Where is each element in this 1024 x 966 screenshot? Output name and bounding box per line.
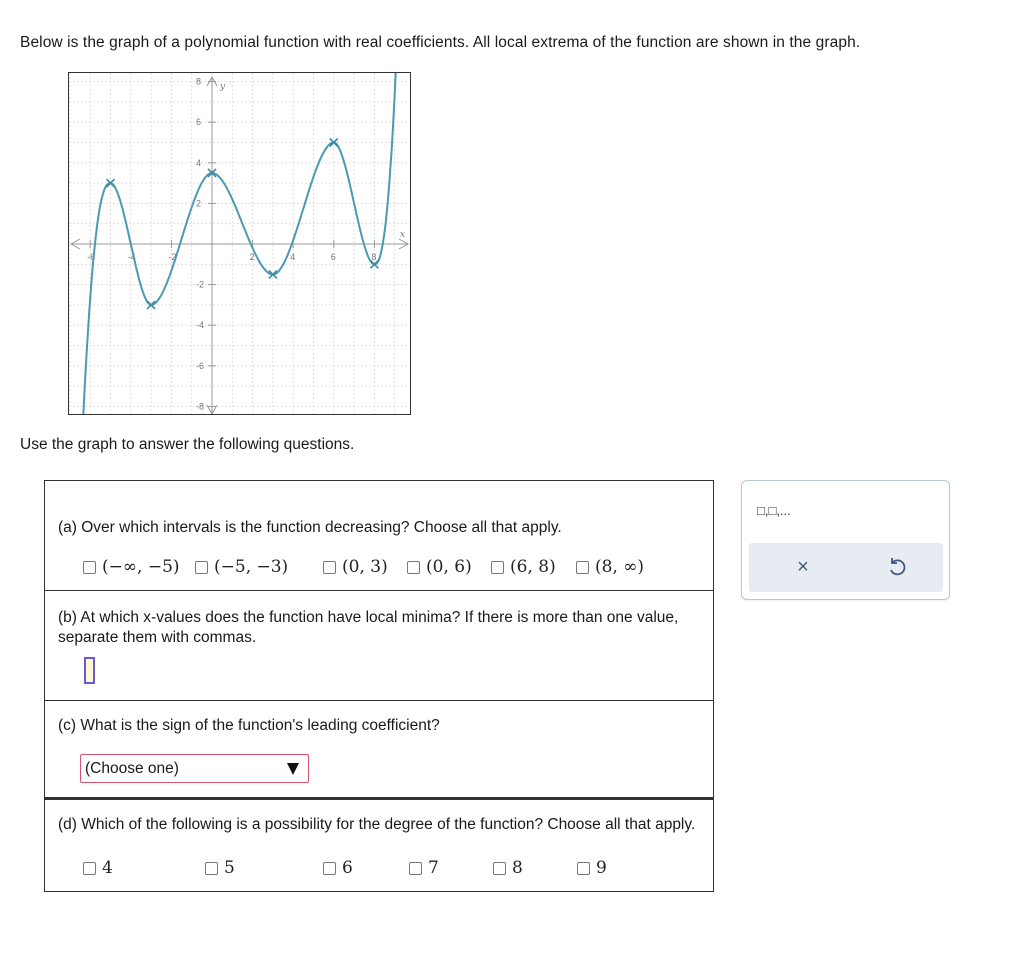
x-tick-label: -4 [127, 252, 136, 262]
checkbox[interactable] [205, 862, 218, 875]
x-tick-label: 6 [330, 252, 336, 262]
question-d [44, 798, 714, 892]
x-tick-label: 4 [290, 252, 296, 262]
x-tick-label: 2 [249, 252, 255, 262]
option-a-1[interactable] [83, 557, 180, 577]
option-label: (−∞, −5) [102, 557, 180, 577]
x-axis-label: x [400, 230, 406, 240]
graph-canvas [69, 73, 411, 415]
list-template-button[interactable] [757, 503, 791, 518]
local-minima-input[interactable] [84, 657, 95, 684]
y-tick-label: 6 [196, 117, 202, 128]
checkbox[interactable] [83, 862, 96, 875]
option-label: 5 [224, 858, 235, 878]
option-label: 8 [512, 858, 523, 878]
checkbox[interactable] [323, 862, 336, 875]
y-tick-label: 8 [196, 76, 202, 87]
checkbox[interactable] [323, 561, 336, 574]
y-tick-label: -8 [196, 401, 205, 412]
intro-text: Below is the graph of a polynomial function with real coefficients. All local extrema of the function are shown in the graph. [20, 34, 861, 51]
option-label: 7 [428, 858, 439, 878]
question-c-text: (c) What is the sign of the function's leading coefficient? [58, 717, 440, 734]
y-axis-label: y [220, 82, 226, 92]
question-a [44, 480, 714, 591]
question-b-text: (b) At which x-values does the function have local minima? If there is more than one value, separate them with commas. [58, 609, 679, 646]
checkbox[interactable] [83, 561, 96, 574]
option-d-2[interactable] [205, 858, 235, 878]
option-label: 4 [102, 858, 113, 878]
option-label: (6, 8) [510, 557, 556, 577]
checkbox[interactable] [491, 561, 504, 574]
y-tick-label: -4 [196, 320, 205, 331]
y-tick-label: 2 [196, 198, 202, 209]
x-tick-label: -6 [87, 252, 96, 262]
y-tick-label: -2 [196, 279, 205, 290]
option-a-5[interactable] [491, 557, 556, 577]
option-d-4[interactable] [409, 858, 439, 878]
y-tick-label: -6 [196, 360, 205, 371]
checkbox[interactable] [493, 862, 506, 875]
instructions-text: Use the graph to answer the following questions. [20, 436, 355, 453]
question-a-text: (a) Over which intervals is the function decreasing? Choose all that apply. [58, 519, 562, 536]
option-label: (8, ∞) [595, 557, 645, 577]
option-a-3[interactable] [323, 557, 388, 577]
y-tick-label: 4 [196, 157, 202, 168]
option-d-3[interactable] [323, 858, 353, 878]
dropdown-arrow-icon [287, 763, 299, 775]
option-a-2[interactable] [195, 557, 288, 577]
list-template-label: □,□,... [757, 503, 791, 518]
x-tick-label: -2 [168, 252, 177, 262]
option-d-6[interactable] [577, 858, 607, 878]
checkbox[interactable] [407, 561, 420, 574]
polynomial-graph [68, 72, 411, 415]
checkbox[interactable] [577, 862, 590, 875]
clear-icon[interactable]: × [797, 556, 809, 578]
option-label: (0, 3) [342, 557, 388, 577]
x-tick-label: 8 [371, 252, 377, 262]
checkbox[interactable] [409, 862, 422, 875]
question-c [44, 701, 714, 798]
option-d-5[interactable] [493, 858, 523, 878]
option-a-6[interactable] [576, 557, 644, 577]
tools-action-bar [749, 543, 943, 592]
question-d-text: (d) Which of the following is a possibility for the degree of the function? Choose all that apply. [58, 816, 696, 833]
option-label: (0, 6) [426, 557, 472, 577]
option-label: 6 [342, 858, 353, 878]
option-label: (−5, −3) [214, 557, 289, 577]
option-d-1[interactable] [83, 858, 113, 878]
option-label: 9 [596, 858, 607, 878]
checkbox[interactable] [195, 561, 208, 574]
leading-coefficient-select[interactable] [80, 754, 309, 783]
answer-tools-palette [741, 480, 950, 600]
undo-icon[interactable] [883, 553, 911, 581]
checkbox[interactable] [576, 561, 589, 574]
question-b [44, 590, 714, 701]
select-value: (Choose one) [85, 760, 179, 777]
option-a-4[interactable] [407, 557, 472, 577]
